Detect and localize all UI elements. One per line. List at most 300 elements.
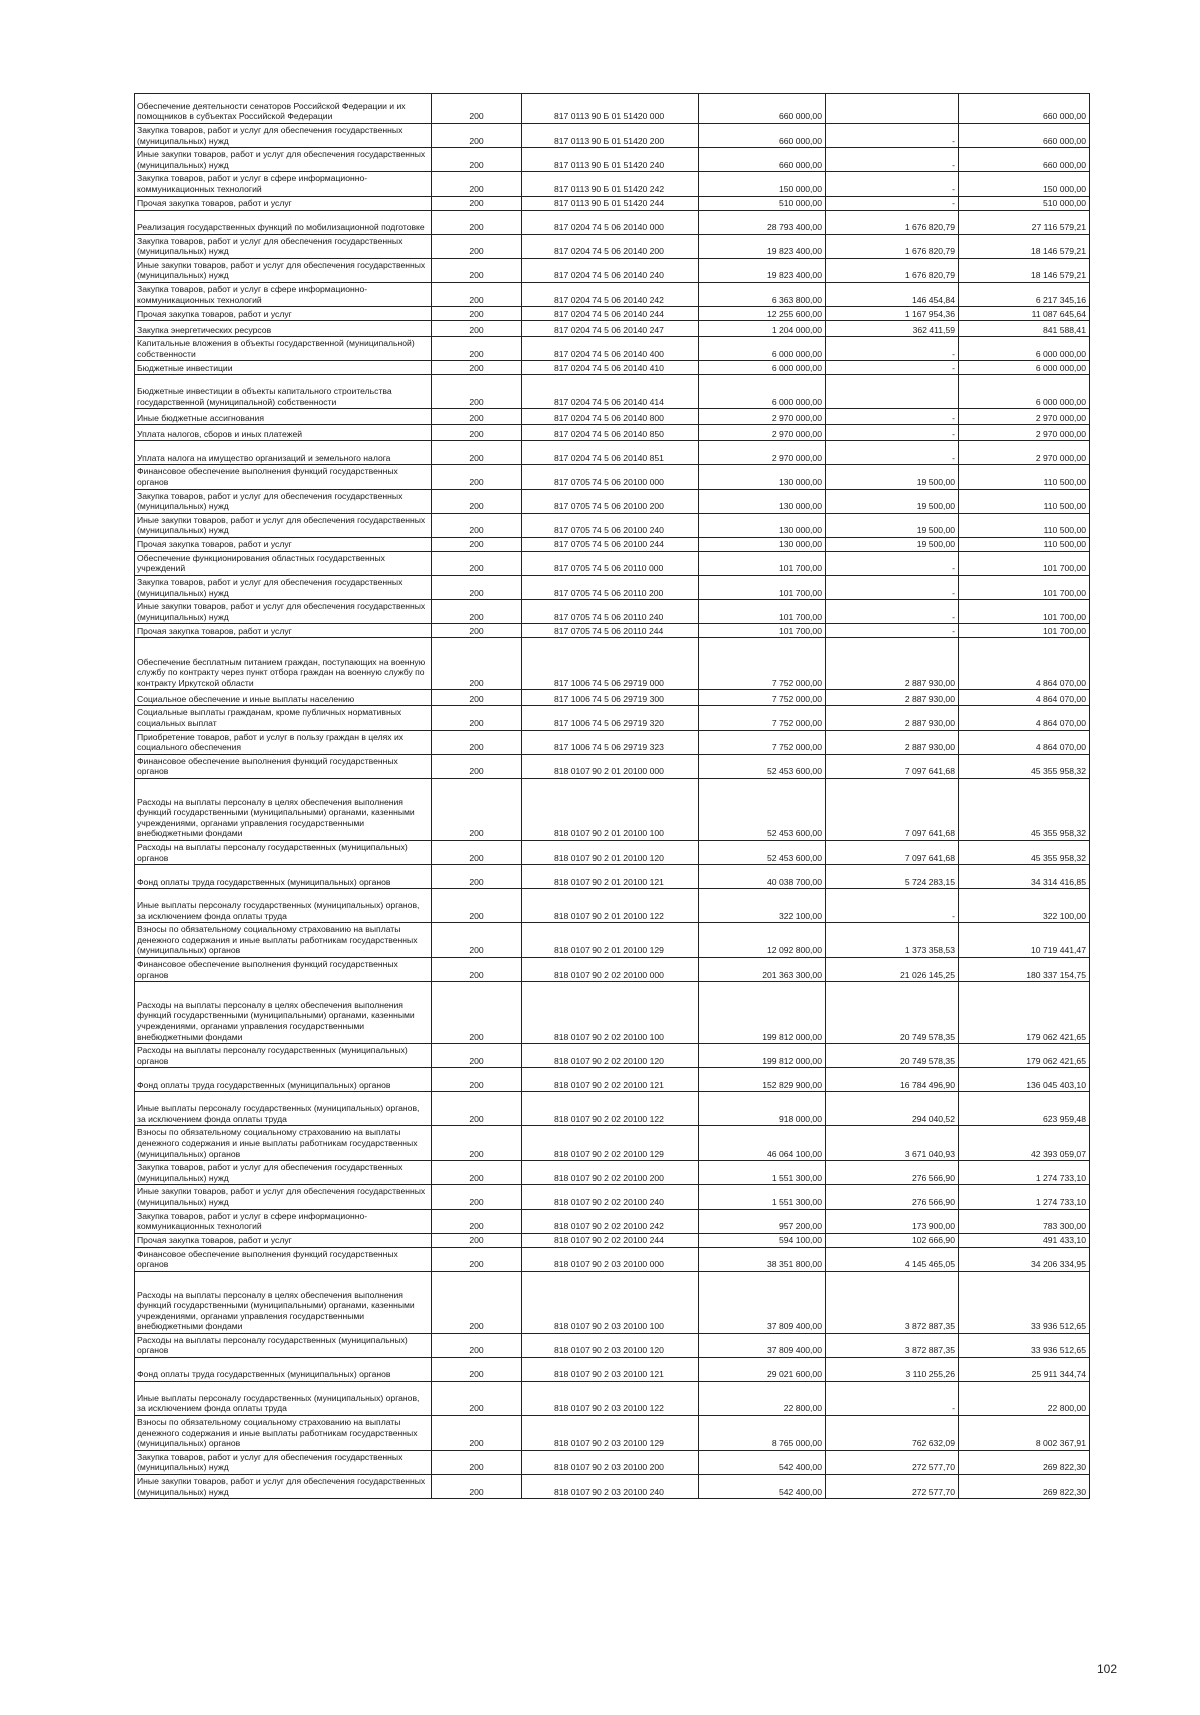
expense-name-cell: Иные выплаты персоналу государственных (муниципальных) органов, за исключением фонда оплаты труда	[135, 1092, 432, 1126]
executed-amount-cell: 19 500,00	[826, 537, 959, 551]
approved-amount-cell: 8 765 000,00	[699, 1416, 826, 1451]
line-code-cell: 200	[432, 307, 522, 321]
line-code-cell: 200	[432, 337, 522, 361]
approved-amount-cell: 2 970 000,00	[699, 425, 826, 441]
remaining-amount-cell: 6 000 000,00	[959, 361, 1090, 375]
line-code-cell: 200	[432, 1185, 522, 1209]
approved-amount-cell: 201 363 300,00	[699, 957, 826, 981]
expense-name-cell: Расходы на выплаты персоналу государственных (муниципальных) органов	[135, 1333, 432, 1357]
remaining-amount-cell: 101 700,00	[959, 551, 1090, 575]
remaining-amount-cell: 33 936 512,65	[959, 1271, 1090, 1333]
table-row	[135, 1450, 1090, 1474]
executed-amount-cell: -	[826, 148, 959, 172]
line-code-cell: 200	[432, 321, 522, 337]
table-row	[135, 1358, 1090, 1382]
approved-amount-cell: 1 551 300,00	[699, 1161, 826, 1185]
approved-amount-cell: 38 351 800,00	[699, 1247, 826, 1271]
executed-amount-cell: -	[826, 172, 959, 196]
budget-classification-code-cell: 818 0107 90 2 01 20100 120	[522, 841, 699, 865]
approved-amount-cell: 6 000 000,00	[699, 361, 826, 375]
budget-classification-code-cell: 817 0705 74 5 06 20100 240	[522, 513, 699, 537]
budget-classification-code-cell: 817 0204 74 5 06 20140 800	[522, 409, 699, 425]
expense-name-cell: Обеспечение бесплатным питанием граждан, поступающих на военную службу по контракту через пункт отбора граждан на военную службу по контракту Иркутской области	[135, 638, 432, 690]
executed-amount-cell: 4 145 465,05	[826, 1247, 959, 1271]
approved-amount-cell: 150 000,00	[699, 172, 826, 196]
line-code-cell: 200	[432, 600, 522, 624]
table-row	[135, 441, 1090, 465]
executed-amount-cell	[826, 94, 959, 124]
table-row	[135, 1416, 1090, 1451]
remaining-amount-cell: 783 300,00	[959, 1209, 1090, 1233]
budget-classification-code-cell: 818 0107 90 2 01 20100 121	[522, 865, 699, 889]
line-code-cell: 200	[432, 1450, 522, 1474]
executed-amount-cell: 1 373 358,53	[826, 923, 959, 958]
expense-name-cell: Расходы на выплаты персоналу в целях обеспечения выполнения функций государственными (муниципальными) органами, казенными учреждениями, органами управления государственными внебюджетными фондами	[135, 1271, 432, 1333]
budget-classification-code-cell: 818 0107 90 2 02 20100 129	[522, 1126, 699, 1161]
expense-name-cell: Прочая закупка товаров, работ и услуг	[135, 307, 432, 321]
table-body	[135, 94, 1090, 1499]
line-code-cell: 200	[432, 624, 522, 638]
remaining-amount-cell: 510 000,00	[959, 196, 1090, 210]
line-code-cell: 200	[432, 576, 522, 600]
line-code-cell: 200	[432, 513, 522, 537]
expense-name-cell: Фонд оплаты труда государственных (муниципальных) органов	[135, 1358, 432, 1382]
budget-classification-code-cell: 817 0204 74 5 06 20140 247	[522, 321, 699, 337]
executed-amount-cell: 20 749 578,35	[826, 1044, 959, 1068]
executed-amount-cell: 19 500,00	[826, 489, 959, 513]
line-code-cell: 200	[432, 1233, 522, 1247]
line-code-cell: 200	[432, 779, 522, 841]
line-code-cell: 200	[432, 1271, 522, 1333]
line-code-cell: 200	[432, 730, 522, 754]
budget-classification-code-cell: 818 0107 90 2 03 20100 240	[522, 1475, 699, 1499]
page-number: 102	[1097, 1662, 1118, 1676]
expense-name-cell: Иные закупки товаров, работ и услуг для обеспечения государственных (муниципальных) нужд	[135, 148, 432, 172]
remaining-amount-cell: 179 062 421,65	[959, 982, 1090, 1044]
remaining-amount-cell: 491 433,10	[959, 1233, 1090, 1247]
table-row	[135, 576, 1090, 600]
table-row	[135, 1126, 1090, 1161]
executed-amount-cell: 276 566,90	[826, 1161, 959, 1185]
executed-amount-cell: 7 097 641,68	[826, 841, 959, 865]
table-row	[135, 172, 1090, 196]
executed-amount-cell: -	[826, 600, 959, 624]
table-row	[135, 1233, 1090, 1247]
remaining-amount-cell: 110 500,00	[959, 537, 1090, 551]
approved-amount-cell: 130 000,00	[699, 513, 826, 537]
table-row	[135, 706, 1090, 730]
line-code-cell: 200	[432, 172, 522, 196]
line-code-cell: 200	[432, 425, 522, 441]
table-row	[135, 465, 1090, 489]
table-row	[135, 754, 1090, 778]
expense-name-cell: Закупка товаров, работ и услуг в сфере информационно-коммуникационных технологий	[135, 282, 432, 306]
expense-name-cell: Реализация государственных функций по мобилизационной подготовке	[135, 210, 432, 234]
approved-amount-cell: 19 823 400,00	[699, 234, 826, 258]
approved-amount-cell: 52 453 600,00	[699, 754, 826, 778]
executed-amount-cell: 276 566,90	[826, 1185, 959, 1209]
remaining-amount-cell: 1 274 733,10	[959, 1185, 1090, 1209]
line-code-cell: 200	[432, 551, 522, 575]
line-code-cell: 200	[432, 258, 522, 282]
budget-classification-code-cell: 817 0113 90 Б 01 51420 240	[522, 148, 699, 172]
line-code-cell: 200	[432, 196, 522, 210]
remaining-amount-cell: 6 000 000,00	[959, 337, 1090, 361]
remaining-amount-cell: 34 314 416,85	[959, 865, 1090, 889]
approved-amount-cell: 1 551 300,00	[699, 1185, 826, 1209]
table-row	[135, 982, 1090, 1044]
table-row	[135, 923, 1090, 958]
remaining-amount-cell: 110 500,00	[959, 513, 1090, 537]
approved-amount-cell: 2 970 000,00	[699, 409, 826, 425]
expense-name-cell: Взносы по обязательному социальному страхованию на выплаты денежного содержания и иные выплаты работникам государственных (муниципальных) органов	[135, 923, 432, 958]
remaining-amount-cell: 45 355 958,32	[959, 779, 1090, 841]
budget-classification-code-cell: 817 1006 74 5 06 29719 300	[522, 690, 699, 706]
remaining-amount-cell: 660 000,00	[959, 94, 1090, 124]
line-code-cell: 200	[432, 1333, 522, 1357]
executed-amount-cell: 1 676 820,79	[826, 258, 959, 282]
line-code-cell: 200	[432, 1068, 522, 1092]
expense-name-cell: Обеспечение деятельности сенаторов Российской Федерации и их помощников в субъектах Российской Федерации	[135, 94, 432, 124]
budget-classification-code-cell: 817 0204 74 5 06 20140 242	[522, 282, 699, 306]
executed-amount-cell: 272 577,70	[826, 1450, 959, 1474]
remaining-amount-cell: 101 700,00	[959, 624, 1090, 638]
executed-amount-cell: 362 411,59	[826, 321, 959, 337]
budget-classification-code-cell: 818 0107 90 2 02 20100 000	[522, 957, 699, 981]
line-code-cell: 200	[432, 375, 522, 409]
executed-amount-cell: 3 872 887,35	[826, 1333, 959, 1357]
table-row	[135, 196, 1090, 210]
budget-classification-code-cell: 818 0107 90 2 03 20100 000	[522, 1247, 699, 1271]
expense-name-cell: Взносы по обязательному социальному страхованию на выплаты денежного содержания и иные выплаты работникам государственных (муниципальных) органов	[135, 1126, 432, 1161]
budget-classification-code-cell: 818 0107 90 2 03 20100 120	[522, 1333, 699, 1357]
approved-amount-cell: 29 021 600,00	[699, 1358, 826, 1382]
line-code-cell: 200	[432, 148, 522, 172]
table-row	[135, 337, 1090, 361]
approved-amount-cell: 37 809 400,00	[699, 1333, 826, 1357]
remaining-amount-cell: 27 116 579,21	[959, 210, 1090, 234]
budget-classification-code-cell: 818 0107 90 2 02 20100 100	[522, 982, 699, 1044]
budget-classification-code-cell: 818 0107 90 2 02 20100 240	[522, 1185, 699, 1209]
approved-amount-cell: 322 100,00	[699, 889, 826, 923]
executed-amount-cell: 102 666,90	[826, 1233, 959, 1247]
executed-amount-cell: 2 887 930,00	[826, 730, 959, 754]
executed-amount-cell: 3 110 255,26	[826, 1358, 959, 1382]
executed-amount-cell: 2 887 930,00	[826, 690, 959, 706]
table-row	[135, 210, 1090, 234]
budget-classification-code-cell: 817 0113 90 Б 01 51420 244	[522, 196, 699, 210]
executed-amount-cell: 3 872 887,35	[826, 1271, 959, 1333]
table-row	[135, 1044, 1090, 1068]
table-row	[135, 321, 1090, 337]
budget-classification-code-cell: 817 0204 74 5 06 20140 000	[522, 210, 699, 234]
approved-amount-cell: 52 453 600,00	[699, 779, 826, 841]
expense-name-cell: Уплата налогов, сборов и иных платежей	[135, 425, 432, 441]
expense-name-cell: Прочая закупка товаров, работ и услуг	[135, 196, 432, 210]
expense-name-cell: Расходы на выплаты персоналу государственных (муниципальных) органов	[135, 841, 432, 865]
expense-name-cell: Иные закупки товаров, работ и услуг для обеспечения государственных (муниципальных) нужд	[135, 600, 432, 624]
table-row	[135, 148, 1090, 172]
remaining-amount-cell: 18 146 579,21	[959, 258, 1090, 282]
budget-classification-code-cell: 817 0204 74 5 06 20140 400	[522, 337, 699, 361]
remaining-amount-cell: 6 217 345,16	[959, 282, 1090, 306]
expense-name-cell: Социальные выплаты гражданам, кроме публичных нормативных социальных выплат	[135, 706, 432, 730]
budget-classification-code-cell: 817 0204 74 5 06 20140 851	[522, 441, 699, 465]
remaining-amount-cell: 4 864 070,00	[959, 730, 1090, 754]
budget-classification-code-cell: 818 0107 90 2 02 20100 242	[522, 1209, 699, 1233]
remaining-amount-cell: 269 822,30	[959, 1450, 1090, 1474]
expense-name-cell: Бюджетные инвестиции в объекты капитального строительства государственной (муниципальной) собственности	[135, 375, 432, 409]
budget-classification-code-cell: 817 1006 74 5 06 29719 320	[522, 706, 699, 730]
table-row	[135, 865, 1090, 889]
table-row	[135, 841, 1090, 865]
expense-name-cell: Иные бюджетные ассигнования	[135, 409, 432, 425]
executed-amount-cell: 1 676 820,79	[826, 234, 959, 258]
executed-amount-cell: 7 097 641,68	[826, 754, 959, 778]
executed-amount-cell	[826, 375, 959, 409]
approved-amount-cell: 101 700,00	[699, 551, 826, 575]
approved-amount-cell: 37 809 400,00	[699, 1271, 826, 1333]
expense-name-cell: Закупка товаров, работ и услуг для обеспечения государственных (муниципальных) нужд	[135, 489, 432, 513]
table-row	[135, 1092, 1090, 1126]
expense-name-cell: Уплата налога на имущество организаций и земельного налога	[135, 441, 432, 465]
expense-name-cell: Расходы на выплаты персоналу государственных (муниципальных) органов	[135, 1044, 432, 1068]
remaining-amount-cell: 45 355 958,32	[959, 754, 1090, 778]
approved-amount-cell: 130 000,00	[699, 465, 826, 489]
expense-name-cell: Социальное обеспечение и иные выплаты населению	[135, 690, 432, 706]
budget-classification-code-cell: 818 0107 90 2 01 20100 129	[522, 923, 699, 958]
remaining-amount-cell: 269 822,30	[959, 1475, 1090, 1499]
line-code-cell: 200	[432, 690, 522, 706]
budget-classification-code-cell: 817 0705 74 5 06 20100 200	[522, 489, 699, 513]
approved-amount-cell: 7 752 000,00	[699, 638, 826, 690]
approved-amount-cell: 510 000,00	[699, 196, 826, 210]
expense-name-cell: Иные закупки товаров, работ и услуг для обеспечения государственных (муниципальных) нужд	[135, 258, 432, 282]
executed-amount-cell: 3 671 040,93	[826, 1126, 959, 1161]
approved-amount-cell: 52 453 600,00	[699, 841, 826, 865]
executed-amount-cell: -	[826, 409, 959, 425]
executed-amount-cell: -	[826, 441, 959, 465]
expense-name-cell: Закупка товаров, работ и услуг для обеспечения государственных (муниципальных) нужд	[135, 234, 432, 258]
line-code-cell: 200	[432, 282, 522, 306]
remaining-amount-cell: 4 864 070,00	[959, 706, 1090, 730]
executed-amount-cell: -	[826, 361, 959, 375]
remaining-amount-cell: 101 700,00	[959, 576, 1090, 600]
expense-name-cell: Финансовое обеспечение выполнения функций государственных органов	[135, 754, 432, 778]
remaining-amount-cell: 623 959,48	[959, 1092, 1090, 1126]
line-code-cell: 200	[432, 706, 522, 730]
remaining-amount-cell: 179 062 421,65	[959, 1044, 1090, 1068]
expense-name-cell: Расходы на выплаты персоналу в целях обеспечения выполнения функций государственными (муниципальными) органами, казенными учреждениями, органами управления государственными внебюджетными фондами	[135, 982, 432, 1044]
expense-name-cell: Закупка товаров, работ и услуг для обеспечения государственных (муниципальных) нужд	[135, 1450, 432, 1474]
table-row	[135, 1247, 1090, 1271]
table-row	[135, 537, 1090, 551]
remaining-amount-cell: 45 355 958,32	[959, 841, 1090, 865]
executed-amount-cell: 16 784 496,90	[826, 1068, 959, 1092]
approved-amount-cell: 22 800,00	[699, 1382, 826, 1416]
budget-classification-code-cell: 817 1006 74 5 06 29719 000	[522, 638, 699, 690]
table-row	[135, 307, 1090, 321]
remaining-amount-cell: 136 045 403,10	[959, 1068, 1090, 1092]
table-row	[135, 889, 1090, 923]
budget-classification-code-cell: 818 0107 90 2 01 20100 000	[522, 754, 699, 778]
executed-amount-cell: -	[826, 337, 959, 361]
expense-name-cell: Иные закупки товаров, работ и услуг для обеспечения государственных (муниципальных) нужд	[135, 1185, 432, 1209]
line-code-cell: 200	[432, 754, 522, 778]
remaining-amount-cell: 660 000,00	[959, 124, 1090, 148]
remaining-amount-cell: 33 936 512,65	[959, 1333, 1090, 1357]
budget-classification-code-cell: 817 0705 74 5 06 20100 244	[522, 537, 699, 551]
remaining-amount-cell: 150 000,00	[959, 172, 1090, 196]
line-code-cell: 200	[432, 210, 522, 234]
line-code-cell: 200	[432, 234, 522, 258]
remaining-amount-cell: 180 337 154,75	[959, 957, 1090, 981]
expense-name-cell: Прочая закупка товаров, работ и услуг	[135, 624, 432, 638]
executed-amount-cell: 5 724 283,15	[826, 865, 959, 889]
expense-name-cell: Иные выплаты персоналу государственных (муниципальных) органов, за исключением фонда оплаты труда	[135, 889, 432, 923]
table-row	[135, 690, 1090, 706]
table-row	[135, 409, 1090, 425]
budget-classification-code-cell: 818 0107 90 2 01 20100 122	[522, 889, 699, 923]
line-code-cell: 200	[432, 1161, 522, 1185]
expense-name-cell: Фонд оплаты труда государственных (муниципальных) органов	[135, 1068, 432, 1092]
line-code-cell: 200	[432, 489, 522, 513]
remaining-amount-cell: 660 000,00	[959, 148, 1090, 172]
budget-classification-code-cell: 818 0107 90 2 03 20100 129	[522, 1416, 699, 1451]
remaining-amount-cell: 2 970 000,00	[959, 409, 1090, 425]
approved-amount-cell: 28 793 400,00	[699, 210, 826, 234]
expense-name-cell: Закупка товаров, работ и услуг для обеспечения государственных (муниципальных) нужд	[135, 576, 432, 600]
line-code-cell: 200	[432, 361, 522, 375]
table-row	[135, 361, 1090, 375]
line-code-cell: 200	[432, 957, 522, 981]
remaining-amount-cell: 25 911 344,74	[959, 1358, 1090, 1382]
line-code-cell: 200	[432, 1475, 522, 1499]
expense-name-cell: Закупка товаров, работ и услуг в сфере информационно-коммуникационных технологий	[135, 172, 432, 196]
remaining-amount-cell: 11 087 645,64	[959, 307, 1090, 321]
approved-amount-cell: 40 038 700,00	[699, 865, 826, 889]
budget-classification-code-cell: 817 0204 74 5 06 20140 410	[522, 361, 699, 375]
line-code-cell: 200	[432, 1382, 522, 1416]
approved-amount-cell: 6 000 000,00	[699, 375, 826, 409]
table-row	[135, 1161, 1090, 1185]
executed-amount-cell: 20 749 578,35	[826, 982, 959, 1044]
budget-classification-code-cell: 817 0113 90 Б 01 51420 200	[522, 124, 699, 148]
expense-name-cell: Прочая закупка товаров, работ и услуг	[135, 537, 432, 551]
expense-name-cell: Бюджетные инвестиции	[135, 361, 432, 375]
table-row	[135, 1475, 1090, 1499]
budget-classification-code-cell: 817 0705 74 5 06 20110 200	[522, 576, 699, 600]
budget-classification-code-cell: 818 0107 90 2 02 20100 244	[522, 1233, 699, 1247]
budget-classification-code-cell: 818 0107 90 2 03 20100 200	[522, 1450, 699, 1474]
line-code-cell: 200	[432, 865, 522, 889]
table-row	[135, 234, 1090, 258]
budget-classification-code-cell: 817 0204 74 5 06 20140 850	[522, 425, 699, 441]
remaining-amount-cell: 2 970 000,00	[959, 425, 1090, 441]
table-row	[135, 1185, 1090, 1209]
remaining-amount-cell: 22 800,00	[959, 1382, 1090, 1416]
remaining-amount-cell: 8 002 367,91	[959, 1416, 1090, 1451]
approved-amount-cell: 19 823 400,00	[699, 258, 826, 282]
budget-classification-code-cell: 818 0107 90 2 02 20100 121	[522, 1068, 699, 1092]
executed-amount-cell: 173 900,00	[826, 1209, 959, 1233]
approved-amount-cell: 918 000,00	[699, 1092, 826, 1126]
table-row	[135, 258, 1090, 282]
expense-name-cell: Иные выплаты персоналу государственных (муниципальных) органов, за исключением фонда оплаты труда	[135, 1382, 432, 1416]
line-code-cell: 200	[432, 1247, 522, 1271]
remaining-amount-cell: 2 970 000,00	[959, 441, 1090, 465]
expense-name-cell: Закупка товаров, работ и услуг для обеспечения государственных (муниципальных) нужд	[135, 1161, 432, 1185]
table-row	[135, 624, 1090, 638]
table-row	[135, 375, 1090, 409]
table-row	[135, 1333, 1090, 1357]
line-code-cell: 200	[432, 441, 522, 465]
table-row	[135, 124, 1090, 148]
line-code-cell: 200	[432, 124, 522, 148]
approved-amount-cell: 660 000,00	[699, 148, 826, 172]
approved-amount-cell: 1 204 000,00	[699, 321, 826, 337]
table-row	[135, 425, 1090, 441]
approved-amount-cell: 101 700,00	[699, 624, 826, 638]
table-row	[135, 282, 1090, 306]
expense-name-cell: Прочая закупка товаров, работ и услуг	[135, 1233, 432, 1247]
table-row	[135, 730, 1090, 754]
line-code-cell: 200	[432, 1126, 522, 1161]
approved-amount-cell: 199 812 000,00	[699, 1044, 826, 1068]
approved-amount-cell: 660 000,00	[699, 124, 826, 148]
expense-name-cell: Обеспечение функционирования областных государственных учреждений	[135, 551, 432, 575]
approved-amount-cell: 6 363 800,00	[699, 282, 826, 306]
budget-classification-code-cell: 817 0204 74 5 06 20140 244	[522, 307, 699, 321]
table-row	[135, 94, 1090, 124]
table-row	[135, 513, 1090, 537]
table-row	[135, 600, 1090, 624]
budget-execution-table	[134, 93, 1090, 1499]
executed-amount-cell: 19 500,00	[826, 513, 959, 537]
budget-classification-code-cell: 817 0204 74 5 06 20140 240	[522, 258, 699, 282]
approved-amount-cell: 7 752 000,00	[699, 706, 826, 730]
line-code-cell: 200	[432, 638, 522, 690]
expense-name-cell: Приобретение товаров, работ и услуг в пользу граждан в целях их социального обеспечения	[135, 730, 432, 754]
remaining-amount-cell: 10 719 441,47	[959, 923, 1090, 958]
budget-classification-code-cell: 818 0107 90 2 02 20100 122	[522, 1092, 699, 1126]
remaining-amount-cell: 4 864 070,00	[959, 638, 1090, 690]
remaining-amount-cell: 34 206 334,95	[959, 1247, 1090, 1271]
expense-name-cell: Финансовое обеспечение выполнения функций государственных органов	[135, 1247, 432, 1271]
table-row	[135, 638, 1090, 690]
budget-classification-code-cell: 817 0705 74 5 06 20110 240	[522, 600, 699, 624]
remaining-amount-cell: 18 146 579,21	[959, 234, 1090, 258]
line-code-cell: 200	[432, 1209, 522, 1233]
budget-classification-code-cell: 817 0113 90 Б 01 51420 242	[522, 172, 699, 196]
table-row	[135, 1068, 1090, 1092]
executed-amount-cell: -	[826, 124, 959, 148]
line-code-cell: 200	[432, 889, 522, 923]
executed-amount-cell: -	[826, 624, 959, 638]
remaining-amount-cell: 101 700,00	[959, 600, 1090, 624]
line-code-cell: 200	[432, 1358, 522, 1382]
approved-amount-cell: 542 400,00	[699, 1450, 826, 1474]
approved-amount-cell: 957 200,00	[699, 1209, 826, 1233]
remaining-amount-cell: 6 000 000,00	[959, 375, 1090, 409]
budget-classification-code-cell: 817 0705 74 5 06 20110 244	[522, 624, 699, 638]
table-row	[135, 1209, 1090, 1233]
table-row	[135, 489, 1090, 513]
approved-amount-cell: 199 812 000,00	[699, 982, 826, 1044]
executed-amount-cell: 21 026 145,25	[826, 957, 959, 981]
executed-amount-cell: 7 097 641,68	[826, 779, 959, 841]
line-code-cell: 200	[432, 1044, 522, 1068]
